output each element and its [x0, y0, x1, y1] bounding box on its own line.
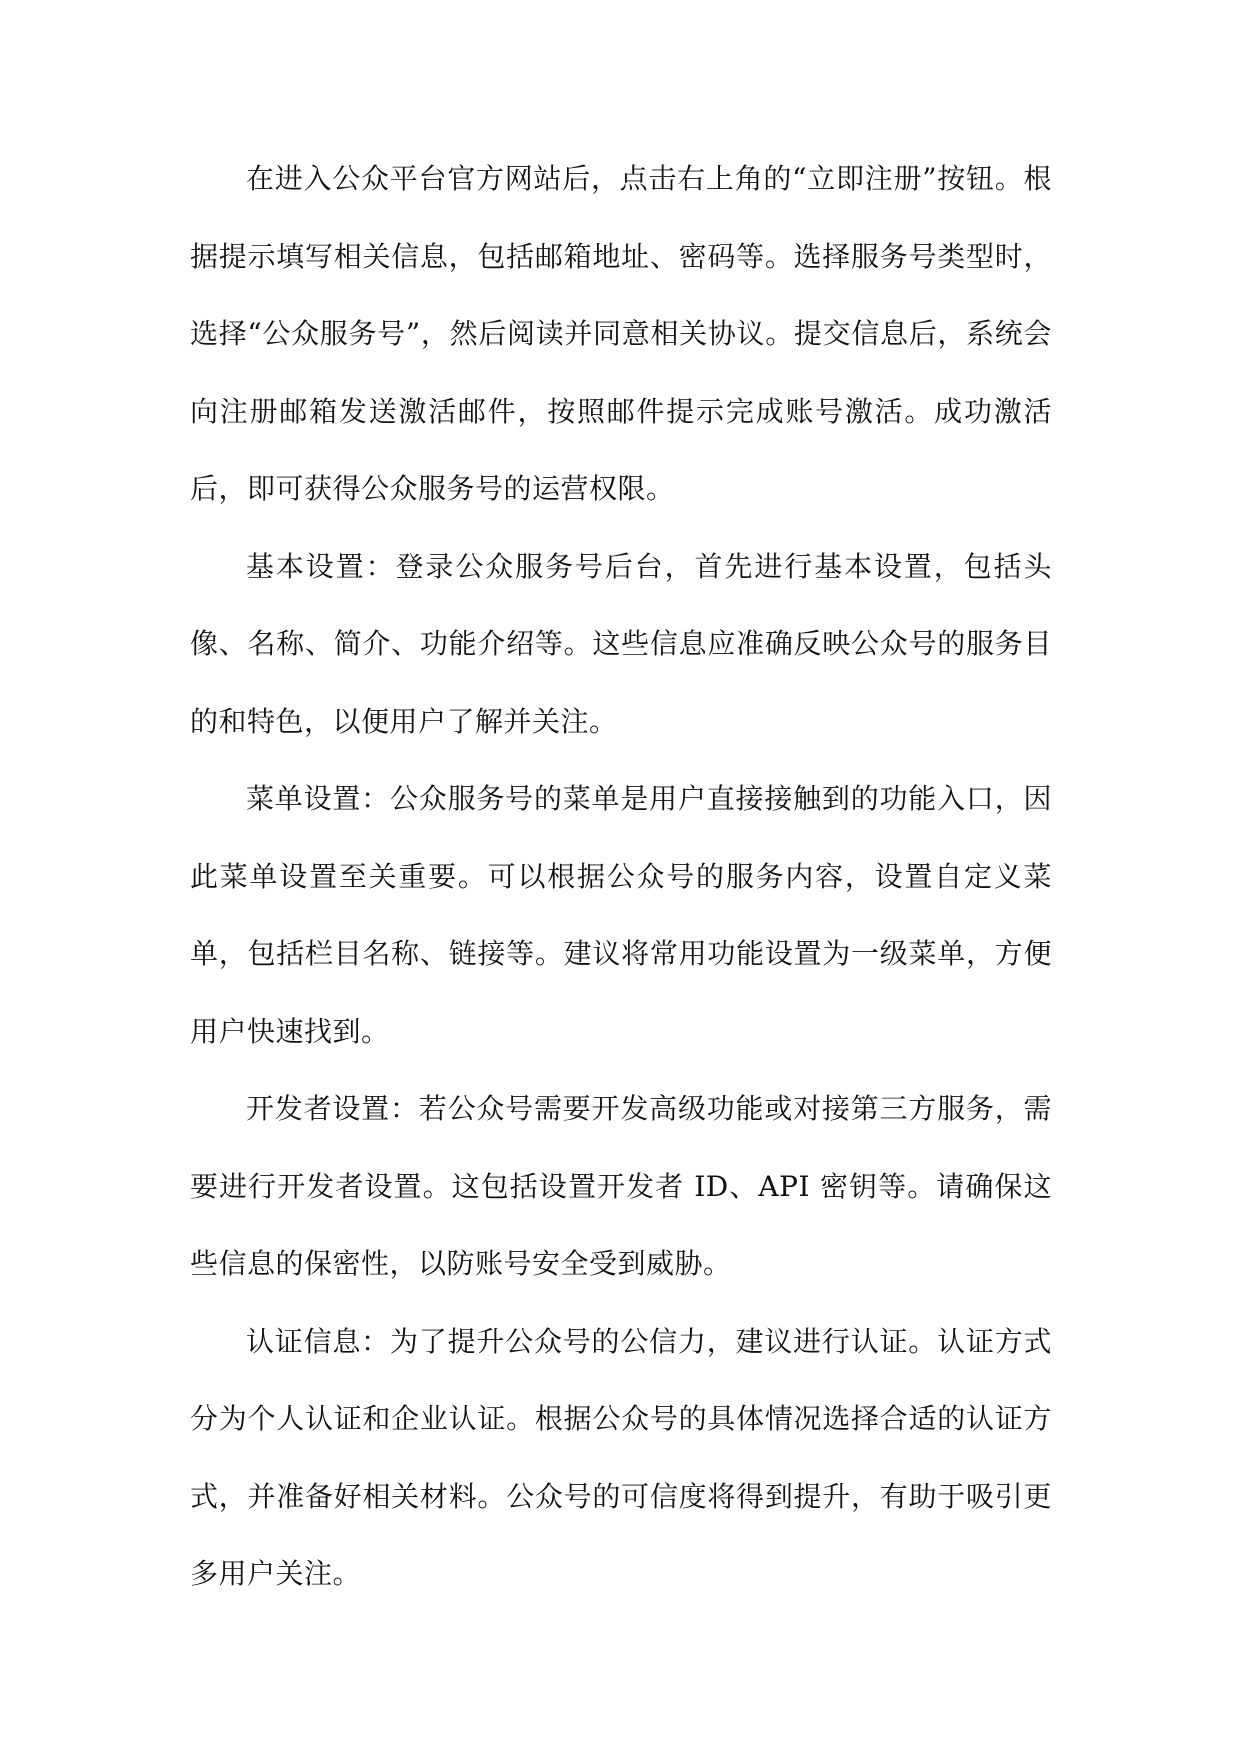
paragraph-registration: 在进入公众平台官方网站后，点击右上角的“立即注册”按钮。根据提示填写相关信息，包括邮箱地址、密码等。选择服务号类型时，选择“公众服务号”，然后阅读并同意相关协议。提交信息后，系统会向注册邮箱发送激活邮件，按照邮件提示完成账号激活。成功激活后，即可获得公众服务号的运营权限。 [190, 162, 1052, 505]
paragraph-menu-settings: 菜单设置：公众服务号的菜单是用户直接接触到的功能入口，因此菜单设置至关重要。可以根据公众号的服务内容，设置自定义菜单，包括栏目名称、链接等。建议将常用功能设置为一级菜单，方便用户快速找到。 [190, 782, 1052, 1048]
document-body [190, 140, 1052, 1613]
paragraph-basic-settings: 基本设置：登录公众服务号后台，首先进行基本设置，包括头像、名称、简介、功能介绍等。这些信息应准确反映公众号的服务目的和特色，以便用户了解并关注。 [190, 549, 1052, 738]
paragraph-verification: 认证信息：为了提升公众号的公信力，建议进行认证。认证方式分为个人认证和企业认证。根据公众号的具体情况选择合适的认证方式，并准备好相关材料。公众号的可信度将得到提升，有助于吸引更多用户关注。 [190, 1324, 1052, 1590]
paragraph-developer-settings: 开发者设置：若公众号需要开发高级功能或对接第三方服务，需要进行开发者设置。这包括设置开发者 ID、API 密钥等。请确保这些信息的保密性，以防账号安全受到威胁。 [190, 1092, 1052, 1280]
